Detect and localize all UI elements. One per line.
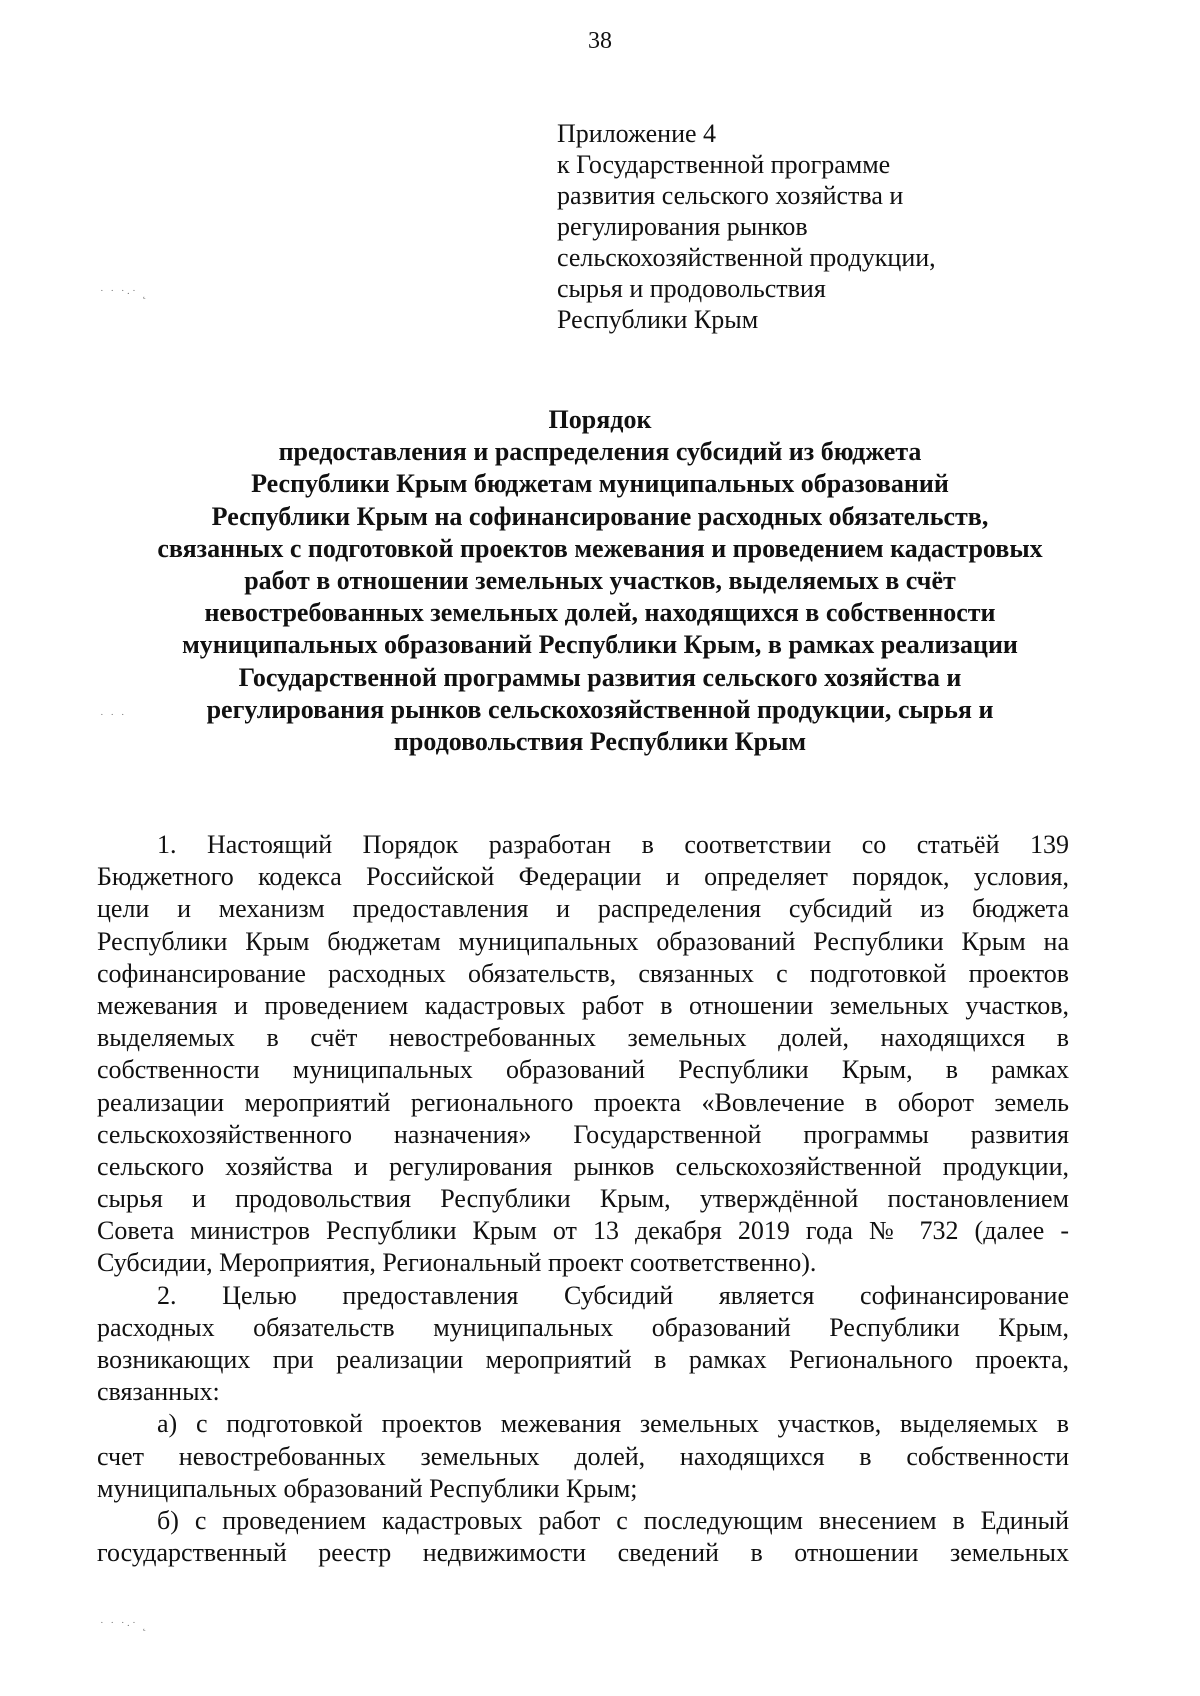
paragraph-1-line: выделяемых в счёт невостребованных земельных долей, находящихся в	[97, 1023, 1069, 1053]
appendix-line: сырья и продовольствия	[557, 274, 826, 303]
paragraph-1-line: реализации мероприятий регионального проекта «Вовлечение в оборот земель	[97, 1087, 1069, 1117]
paragraph-2-line: 2. Целью предоставления Субсидий является софинансирование	[157, 1280, 1069, 1310]
title-line: предоставления и распределения субсидий из бюджета	[278, 437, 922, 467]
scan-artifact: ˙ ˙ ˙·˙ ˛	[100, 288, 149, 300]
appendix-line: развития сельского хозяйства и	[557, 181, 904, 210]
appendix-line: регулирования рынков	[557, 212, 808, 241]
title-line: связанных с подготовкой проектов межевания и проведением кадастровых	[157, 533, 1043, 563]
appendix-line: сельскохозяйственной продукции,	[557, 243, 936, 272]
subitem-b-line: государственный реестр недвижимости сведений в отношении земельных	[97, 1538, 1069, 1568]
paragraph-1-line: цели и механизм предоставления и распределения субсидий из бюджета	[97, 894, 1069, 924]
title-line: продовольствия Республики Крым	[393, 727, 807, 757]
subitem-a-line: а) с подготовкой проектов межевания земельных участков, выделяемых в	[157, 1409, 1069, 1439]
title-line: регулирования рынков сельскохозяйственной продукции, сырья и	[206, 694, 994, 724]
paragraph-2-line: связанных:	[97, 1377, 220, 1407]
paragraph-1-line: Бюджетного кодекса Российской Федерации и определяет порядок, условия,	[97, 862, 1069, 892]
scan-artifact: ˙ ˙ ˙·˙ ˛	[100, 1620, 149, 1632]
paragraph-2-line: расходных обязательств муниципальных образований Республики Крым,	[97, 1312, 1069, 1342]
paragraph-1-line: 1. Настоящий Порядок разработан в соответствии со статьёй 139	[157, 830, 1069, 859]
title-line: Республики Крым бюджетам муниципальных образований	[251, 469, 949, 499]
appendix-line: к Государственной программе	[557, 150, 891, 179]
paragraph-1-line: Республики Крым бюджетам муниципальных образований Республики Крым на	[97, 926, 1069, 956]
title-line: невостребованных земельных долей, находящихся в собственности	[204, 598, 996, 628]
title-line: работ в отношении земельных участков, выделяемых в счёт	[244, 566, 956, 596]
scan-artifact: ˙ ˙ ˙	[100, 712, 127, 724]
subitem-a-line: муниципальных образований Республики Крым;	[97, 1473, 638, 1503]
page-number: 38	[588, 28, 612, 54]
paragraph-1-line: софинансирование расходных обязательств, связанных с подготовкой проектов	[97, 958, 1069, 988]
appendix-line: Приложение 4	[557, 119, 717, 148]
subitem-b-line: б) с проведением кадастровых работ с последующим внесением в Единый	[157, 1505, 1069, 1535]
title-line: Государственной программы развития сельского хозяйства и	[238, 662, 962, 692]
appendix-line: Республики Крым	[557, 305, 759, 334]
paragraph-1-line: Субсидии, Мероприятия, Региональный проект соответственно).	[97, 1248, 817, 1278]
subitem-a-line: счет невостребованных земельных долей, находящихся в собственности	[97, 1441, 1069, 1471]
paragraph-1-line: сельскохозяйственного назначения» Государственной программы развития	[97, 1119, 1069, 1149]
title-line: Порядок	[548, 405, 652, 434]
paragraph-1-line: сырья и продовольствия Республики Крым, утверждённой постановлением	[97, 1184, 1069, 1214]
title-line: муниципальных образований Республики Крым, в рамках реализации	[182, 630, 1018, 660]
paragraph-1-line: сельского хозяйства и регулирования рынков сельскохозяйственной продукции,	[97, 1151, 1069, 1181]
paragraph-1-line: Совета министров Республики Крым от 13 декабря 2019 года № 732 (далее -	[97, 1216, 1069, 1246]
document-body	[97, 829, 1069, 1569]
title-line: Республики Крым на софинансирование расходных обязательств,	[211, 501, 989, 531]
paragraph-1-line: собственности муниципальных образований Республики Крым, в рамках	[97, 1055, 1069, 1085]
paragraph-1-line: межевания и проведением кадастровых работ в отношении земельных участков,	[97, 990, 1069, 1020]
paragraph-2-line: возникающих при реализации мероприятий в рамках Регионального проекта,	[97, 1345, 1069, 1374]
document-title	[80, 404, 1120, 758]
appendix-reference	[557, 118, 1017, 335]
